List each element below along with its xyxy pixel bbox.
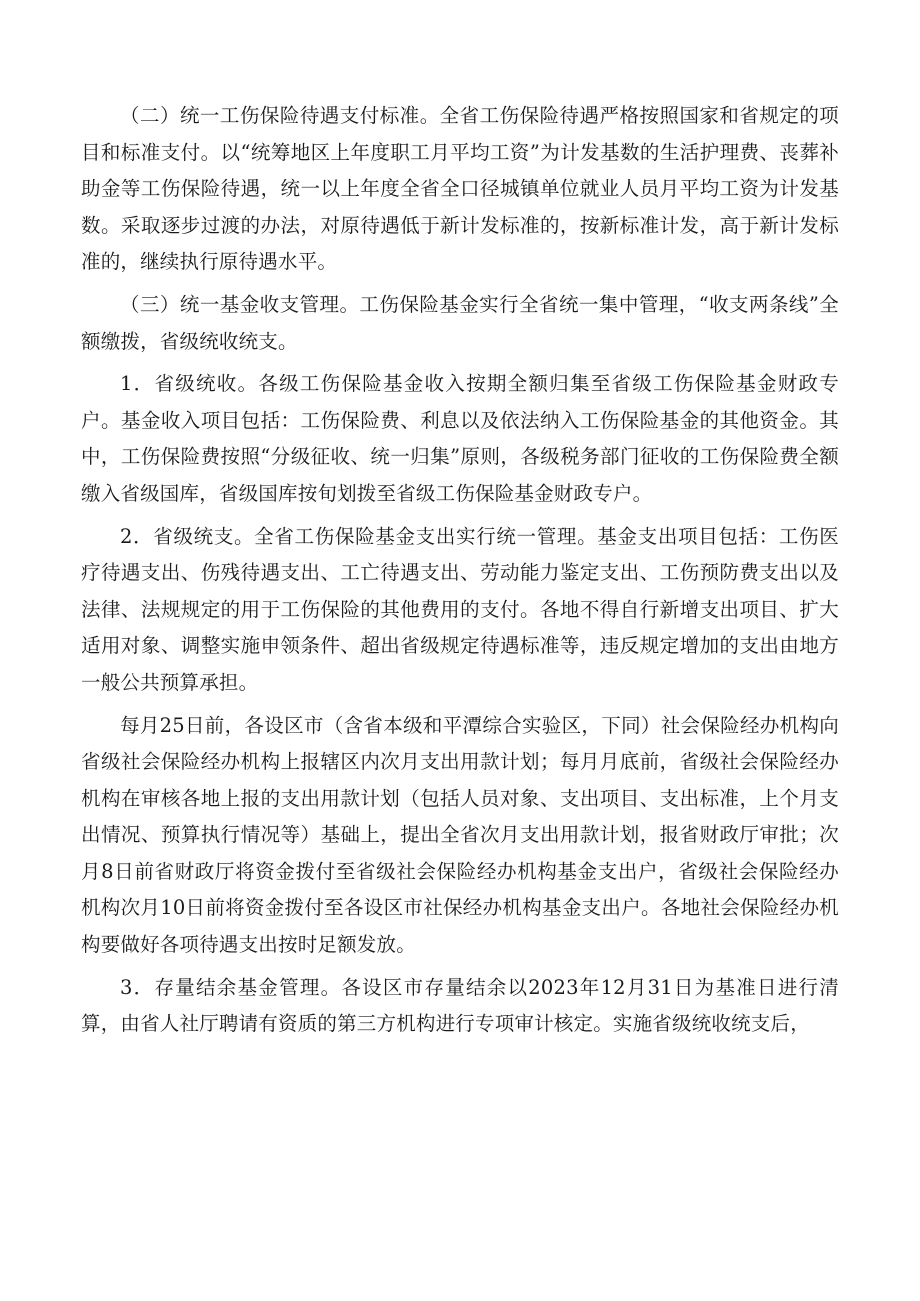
paragraph-monthly-payment-plan: 每月25日前，各设区市（含省本级和平潭综合实验区，下同）社会保险经办机构向省级社会保险经办机构上报辖区内次月支出用款计划；每月月底前，省级社会保险经办机构在审核各地上报的支出用款计划（包括人员对象、支出项目、支出标准，上个月支出情况、预算执行情况等）基础上，提出全省次月支出用款计划，报省财政厅审批；次月8日前省财政厅将资金拨付至省级社会保险经办机构基金支出户，省级社会保险经办机构次月10日前将资金拨付至各设区市社保经办机构基金支出户。各地社会保险经办机构要做好各项待遇支出按时足额发放。 [81, 713, 839, 957]
paragraph-surplus-fund-management: 3．存量结余基金管理。各设区市存量结余以2023年12月31日为基准日进行清算，由省人社厅聘请有资质的第三方机构进行专项审计核定。实施省级统收统支后， [81, 975, 839, 1036]
document-body [81, 98, 839, 1049]
paragraph-provincial-collection: 1．省级统收。各级工伤保险基金收入按期全额归集至省级工伤保险基金财政专户。基金收入项目包括：工伤保险费、利息以及依法纳入工伤保险基金的其他资金。其中，工伤保险费按照“分级征收、统一归集”原则，各级税务部门征收的工伤保险费全额缴入省级国库，省级国库按旬划拨至省级工伤保险基金财政专户。 [81, 372, 839, 505]
paragraph-unified-fund-management: （三）统一基金收支管理。工伤保险基金实行全省统一集中管理，“收支两条线”全额缴拨，省级统收统支。 [81, 292, 839, 353]
paragraph-provincial-expenditure: 2．省级统支。全省工伤保险基金支出实行统一管理。基金支出项目包括：工伤医疗待遇支出、伤残待遇支出、工亡待遇支出、劳动能力鉴定支出、工伤预防费支出以及法律、法规规定的用于工伤保险的其他费用的支付。各地不得自行新增支出项目、扩大适用对象、调整实施申领条件、超出省级规定待遇标准等，违反规定增加的支出由地方一般公共预算承担。 [81, 524, 839, 694]
paragraph-unified-benefit-standard: （二）统一工伤保险待遇支付标准。全省工伤保险待遇严格按照国家和省规定的项目和标准支付。以“统筹地区上年度职工月平均工资”为计发基数的生活护理费、丧葬补助金等工伤保险待遇，统一以上年度全省全口径城镇单位就业人员月平均工资为计发基数。采取逐步过渡的办法，对原待遇低于新计发标准的，按新标准计发，高于新计发标准的，继续执行原待遇水平。 [81, 104, 839, 274]
